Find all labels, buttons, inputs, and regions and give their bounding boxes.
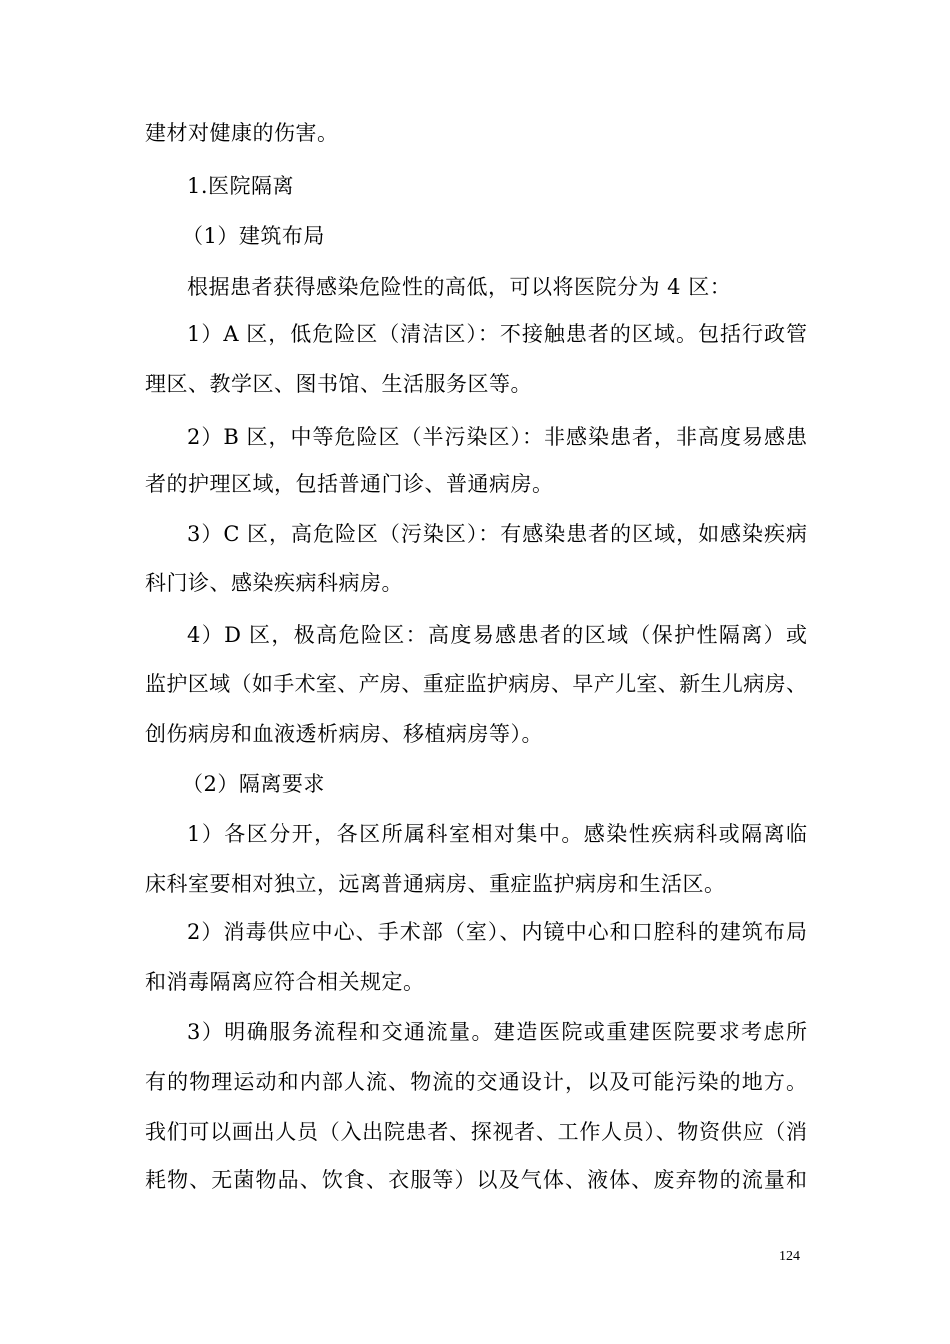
text-line: 理区、教学区、图书馆、生活服务区等。 [145, 372, 532, 396]
text-line: 和消毒隔离应符合相关规定。 [145, 970, 425, 994]
text-line: 创伤病房和血液透析病房、移植病房等）。 [145, 722, 543, 746]
text-line: 有的物理运动和内部人流、物流的交通设计，以及可能污染的地方。 [145, 1070, 807, 1094]
subsection-heading: （1）建筑布局 [182, 224, 325, 248]
page-number: 124 [779, 1249, 800, 1264]
text-line: 监护区域（如手术室、产房、重症监护病房、早产儿室、新生儿病房、 [145, 672, 807, 696]
text-line: 3）明确服务流程和交通流量。建造医院或重建医院要求考虑所 [187, 1020, 807, 1044]
subsection-heading: （2）隔离要求 [182, 772, 325, 796]
text-line: 建材对健康的伤害。 [145, 121, 339, 145]
text-line: 2）B 区，中等危险区（半污染区）：非感染患者，非高度易感患 [187, 425, 807, 449]
text-line: 1）各区分开，各区所属科室相对集中。感染性疾病科或隔离临 [187, 822, 807, 846]
text-line: 科门诊、感染疾病科病房。 [145, 571, 403, 595]
section-heading: 1.医院隔离 [187, 174, 295, 198]
text-line: 根据患者获得感染危险性的高低，可以将医院分为 4 区： [187, 275, 732, 299]
text-line: 4）D 区，极高危险区：高度易感患者的区域（保护性隔离）或 [187, 623, 807, 647]
text-line: 我们可以画出人员（入出院患者、探视者、工作人员）、物资供应（消 [145, 1120, 807, 1144]
text-line: 1）A 区，低危险区（清洁区）：不接触患者的区域。包括行政管 [187, 322, 807, 346]
text-line: 2）消毒供应中心、手术部（室）、内镜中心和口腔科的建筑布局 [187, 920, 807, 944]
text-line: 者的护理区域，包括普通门诊、普通病房。 [145, 472, 554, 496]
text-line: 床科室要相对独立，远离普通病房、重症监护病房和生活区。 [145, 872, 726, 896]
text-line: 3）C 区，高危险区（污染区）：有感染患者的区域，如感染疾病 [187, 522, 807, 546]
text-line: 耗物、无菌物品、饮食、衣服等）以及气体、液体、废弃物的流量和 [145, 1168, 807, 1192]
